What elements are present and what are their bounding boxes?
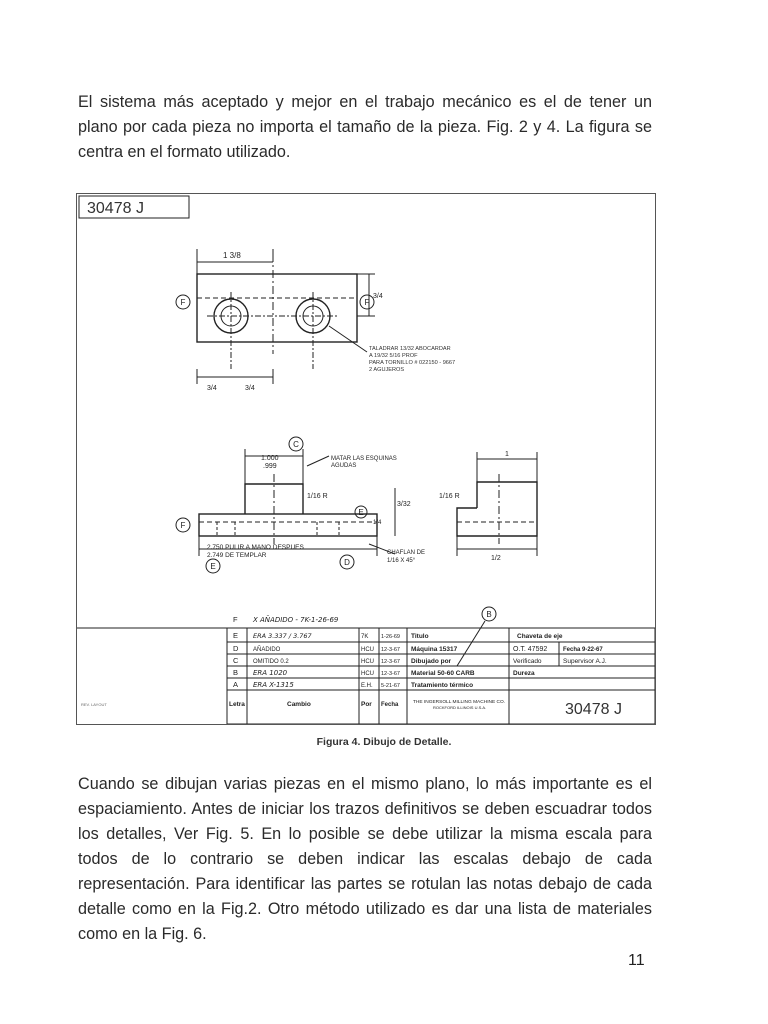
svg-text:D: D xyxy=(233,644,239,653)
page-number: 11 xyxy=(628,952,645,969)
svg-text:F: F xyxy=(233,615,238,624)
svg-text:E: E xyxy=(210,562,216,571)
svg-text:1/2: 1/2 xyxy=(491,555,501,562)
svg-text:Dibujado por: Dibujado por xyxy=(411,658,452,665)
dim-left: 3/4 xyxy=(207,385,217,392)
svg-text:Cambio: Cambio xyxy=(287,701,311,708)
drawing-number: 30478 J xyxy=(87,200,144,217)
dim-height: 3/4 xyxy=(373,293,383,300)
svg-text:TALADRAR 13/32 ABOCARDAR: TALADRAR 13/32 ABOCARDAR xyxy=(369,346,451,352)
body-paragraph: Cuando se dibujan varias piezas en el mismo plano, lo más importante es el espaciamiento. Antes de iniciar los trazos definitivos se deben escuadrar todos los detalles, Ver Fig. 5. En lo posible se debe utilizar la misma escala para todos de lo contrario se deben indicar las escalas debajo de cada representación. Para identificar las partes se rotulan las notas debajo de cada detalle como en la Fig.2. Otro método utilizado es dar una lista de materiales como en la Fig. 6. xyxy=(78,775,652,943)
dim-mid: 3/4 xyxy=(245,385,255,392)
svg-text:5-21-67: 5-21-67 xyxy=(381,683,400,689)
svg-text:7K: 7K xyxy=(361,634,369,640)
svg-text:HCU: HCU xyxy=(361,659,374,665)
svg-text:ROCKFORD ILLINOIS U.S.A.: ROCKFORD ILLINOIS U.S.A. xyxy=(433,705,487,710)
svg-text:CHAFLAN DE: CHAFLAN DE xyxy=(387,550,426,556)
svg-text:1/16 R: 1/16 R xyxy=(439,493,460,500)
detail-drawing-figure xyxy=(76,193,656,725)
svg-text:3/32: 3/32 xyxy=(397,501,411,508)
svg-text:1-26-69: 1-26-69 xyxy=(381,634,400,640)
svg-text:12-3-67: 12-3-67 xyxy=(381,659,400,665)
svg-text:E.H.: E.H. xyxy=(361,683,373,689)
svg-text:ERA 3.337 / 3.767: ERA 3.337 / 3.767 xyxy=(253,632,312,640)
svg-text:12-3-67: 12-3-67 xyxy=(381,647,400,653)
svg-text:D: D xyxy=(344,558,350,567)
svg-text:1/4: 1/4 xyxy=(373,520,382,526)
svg-text:2.749 DE TEMPLAR: 2.749 DE TEMPLAR xyxy=(207,552,267,559)
svg-text:O.T. 47592: O.T. 47592 xyxy=(513,646,548,653)
svg-text:A 19/32 5/16 PROF: A 19/32 5/16 PROF xyxy=(369,353,418,359)
svg-text:1/16 X 45°: 1/16 X 45° xyxy=(387,558,416,564)
svg-text:1.000: 1.000 xyxy=(261,455,279,462)
svg-text:C: C xyxy=(233,656,239,665)
svg-text:1/16 R: 1/16 R xyxy=(307,493,328,500)
svg-text:AGUDAS: AGUDAS xyxy=(331,463,357,469)
svg-text:F: F xyxy=(364,298,370,307)
svg-text:AÑADIDO: AÑADIDO xyxy=(253,647,281,653)
svg-text:THE INGERSOLL MILLING MACHINE: THE INGERSOLL MILLING MACHINE CO. xyxy=(413,700,506,705)
svg-text:E: E xyxy=(358,508,364,517)
svg-text:F: F xyxy=(180,298,186,307)
svg-text:2 AGUJEROS: 2 AGUJEROS xyxy=(369,367,405,373)
svg-text:Letra: Letra xyxy=(229,701,245,708)
svg-text:REV. LAYOUT: REV. LAYOUT xyxy=(81,702,107,707)
svg-text:HCU: HCU xyxy=(361,647,374,653)
svg-text:F: F xyxy=(180,521,186,530)
svg-text:1: 1 xyxy=(505,451,509,458)
svg-text:HCU: HCU xyxy=(361,671,374,677)
svg-text:X AÑADIDO - 7K-1-26-69: X AÑADIDO - 7K-1-26-69 xyxy=(253,616,339,624)
svg-text:MATAR LAS ESQUINAS: MATAR LAS ESQUINAS xyxy=(331,456,397,462)
svg-text:ERA X-1315: ERA X-1315 xyxy=(253,681,294,689)
svg-text:12-3-67: 12-3-67 xyxy=(381,671,400,677)
drilling-note xyxy=(369,346,455,373)
svg-text:B: B xyxy=(233,668,239,677)
svg-text:PARA TORNILLO # 022150 - 9667: PARA TORNILLO # 022150 - 9667 xyxy=(369,360,456,366)
svg-text:A: A xyxy=(233,680,239,689)
svg-text:Máquina 15317: Máquina 15317 xyxy=(411,646,458,653)
svg-text:OMITIDO 0.2: OMITIDO 0.2 xyxy=(253,659,289,665)
svg-text:Fecha: Fecha xyxy=(381,702,399,708)
top-view-outline xyxy=(197,274,357,342)
svg-text:.999: .999 xyxy=(263,463,277,470)
svg-text:Chaveta de eje: Chaveta de eje xyxy=(517,633,563,640)
svg-text:Dureza: Dureza xyxy=(513,670,535,677)
svg-text:Tratamiento térmico: Tratamiento térmico xyxy=(411,682,474,689)
svg-text:Titulo: Titulo xyxy=(411,633,429,640)
svg-text:Fecha 9-22-67: Fecha 9-22-67 xyxy=(563,647,603,653)
title-block-number: 30478 J xyxy=(565,701,622,718)
dim-width: 1 3/8 xyxy=(223,251,241,260)
figure-caption: Figura 4. Dibujo de Detalle. xyxy=(316,736,452,748)
technical-drawing xyxy=(77,194,655,724)
svg-text:Verificado: Verificado xyxy=(513,658,542,665)
svg-text:Material 50-60 CARB: Material 50-60 CARB xyxy=(411,670,475,677)
side-view-outline xyxy=(457,482,537,536)
svg-text:ERA 1020: ERA 1020 xyxy=(253,669,288,677)
front-view-base xyxy=(199,514,377,536)
svg-text:Por: Por xyxy=(361,701,372,708)
svg-text:C: C xyxy=(293,440,299,449)
svg-text:Supervisor A.J.: Supervisor A.J. xyxy=(563,658,607,665)
svg-text:E: E xyxy=(233,631,239,640)
svg-text:B: B xyxy=(486,610,492,619)
intro-paragraph: El sistema más aceptado y mejor en el trabajo mecánico es el de tener un plano por cada pieza no importa el tamaño de la pieza. Fig. 2 y 4. La figura se centra en el formato utilizado. xyxy=(78,93,652,161)
svg-text:2.750 PULIR A MANO DESPUES: 2.750 PULIR A MANO DESPUES xyxy=(207,544,304,551)
